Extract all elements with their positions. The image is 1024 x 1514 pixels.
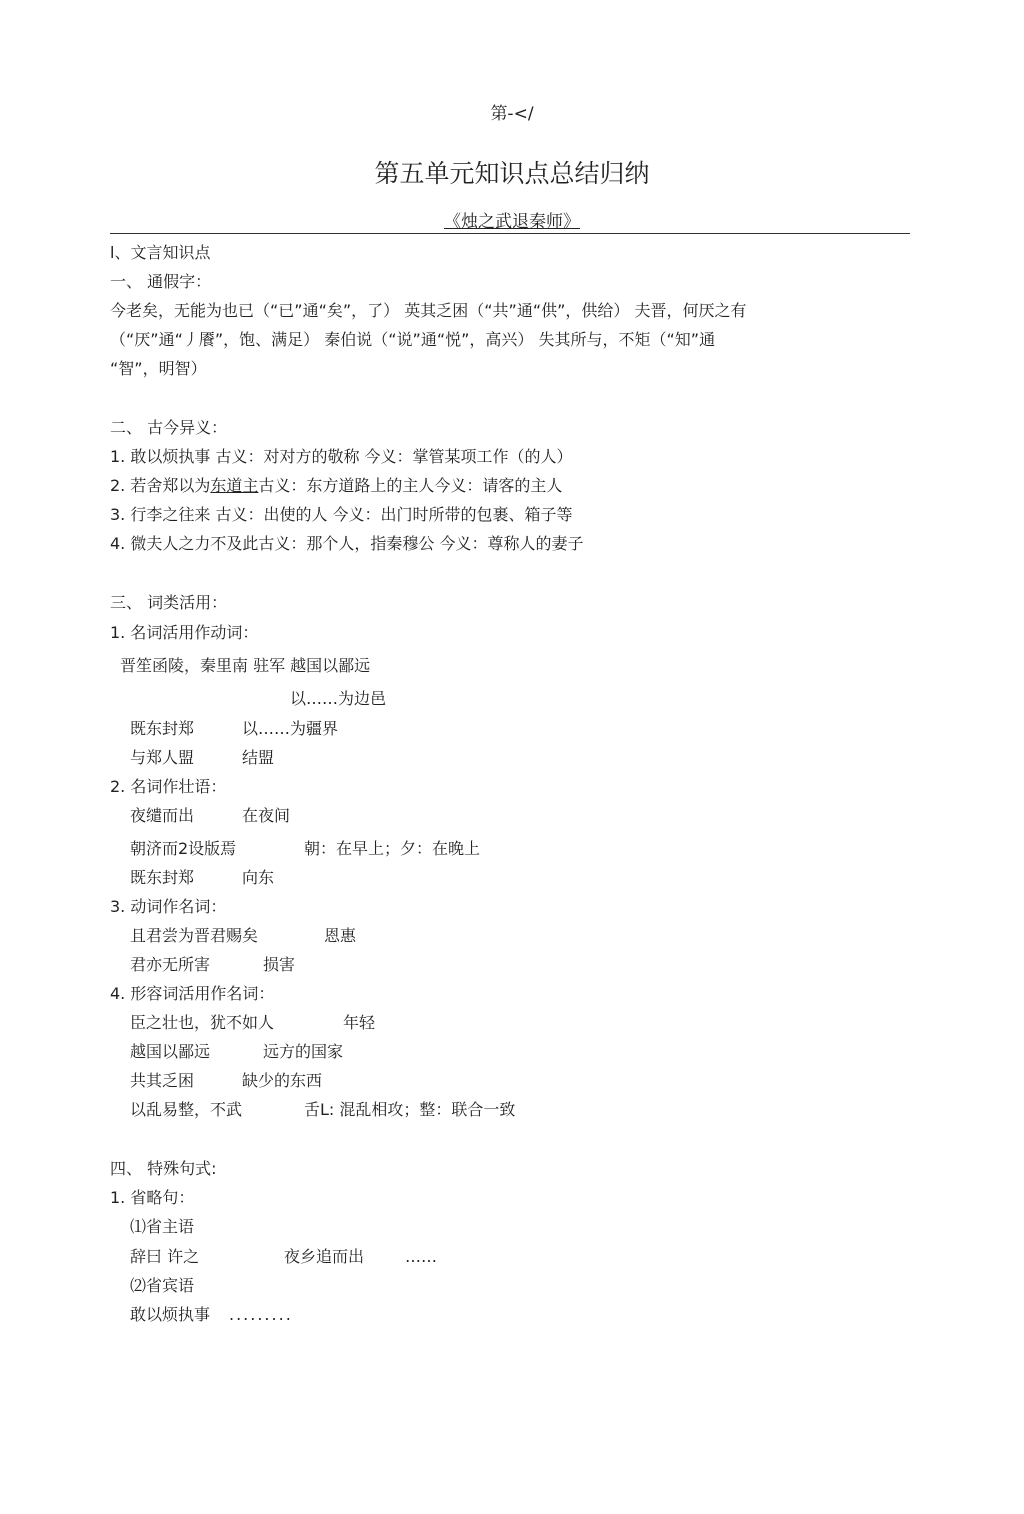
list-item [110, 476, 562, 496]
list-item: 4. 微夫人之力不及此古义：那个人，指秦穆公 今义：尊称人的妻子 [110, 534, 584, 553]
subsection-heading: 1. 名词活用作动词： [110, 623, 259, 642]
example-line: 晋笙函陵，秦里南 驻军 越国以鄙远 [120, 656, 371, 675]
section-heading: 一、 通假字： [110, 272, 212, 291]
example-meaning: 年轻 [343, 1013, 376, 1032]
subsection-heading: 3. 动词作名词： [110, 897, 227, 916]
example-meaning: 以……为疆界 [242, 719, 339, 738]
example-phrase: 与郑人盟 [130, 748, 195, 767]
example-meaning: 损害 [263, 955, 296, 974]
section-heading: 三、 词类活用： [110, 593, 228, 612]
example-meaning: 以……为边邑 [290, 689, 387, 708]
example-meaning: 舌L: 混乱相攻；整：联合一致 [304, 1100, 516, 1119]
example-phrase: 辞曰 许之 [130, 1247, 200, 1266]
example-phrase: 敢以烦执事 [130, 1305, 211, 1324]
underlined-term: 东道主 [210, 476, 259, 495]
list-item: 1. 敢以烦执事 古义：对对方的敬称 今义：掌管某项工作（的人） [110, 447, 573, 466]
section-heading: 四、 特殊句式: [110, 1159, 217, 1178]
subtitle-text: 《烛之武退秦师》 [444, 212, 580, 232]
subsection-heading: 1. 省略句： [110, 1188, 195, 1207]
example-phrase: 以乱易整，不武 [130, 1100, 243, 1119]
example-meaning: 结盟 [242, 748, 275, 767]
ellipsis: ......... [229, 1305, 293, 1324]
example-phrase: 臣之壮也，犹不如人 [130, 1013, 275, 1032]
example-phrase: 夜缱而出 [130, 806, 195, 825]
example-meaning: 缺少的东西 [242, 1071, 323, 1090]
example-phrase: 共其乏困 [130, 1071, 195, 1090]
subtype-label: ⑵省宾语 [130, 1276, 195, 1295]
example-phrase: 越国以鄙远 [130, 1042, 211, 1061]
example-phrase: 既东封郑 [130, 868, 195, 887]
text-line: “智”，明智） [110, 359, 207, 378]
text-line: 今老矣，无能为也已（“已”通“矣”，了） 英其乏困（“共”通“供”，供给） 夫晋，何厌之有 [110, 301, 747, 320]
example-phrase: 君亦无所害 [130, 955, 211, 974]
example-meaning: 恩惠 [324, 926, 357, 945]
item-text: 2. 若舍郑以为 [110, 476, 211, 495]
list-item: 3. 行李之往来 古义：出使的人 今义：出门时所带的包裹、箱子等 [110, 505, 573, 524]
subsection-heading: 2. 名词作壮语： [110, 777, 227, 796]
title-divider [110, 233, 910, 234]
section-heading: 二、 古今异义： [110, 418, 228, 437]
example-phrase: 夜乡追而出 [284, 1247, 365, 1266]
example-meaning: 朝：在早上；夕：在晚上 [304, 839, 481, 858]
subsection-heading: 4. 形容词活用作名词： [110, 984, 275, 1003]
example-phrase: 既东封郑 [130, 719, 195, 738]
ellipsis: …… [405, 1247, 437, 1266]
example-meaning: 在夜间 [242, 806, 291, 825]
example-phrase: 且君尝为晋君赐矣 [130, 926, 259, 945]
example-phrase: 朝济而2设版焉 [130, 839, 237, 858]
part-heading: l、文言知识点 [110, 243, 211, 262]
example-meaning: 向东 [242, 868, 275, 887]
page-subtitle [0, 212, 1024, 232]
page-header: 第-</ [490, 104, 534, 124]
page-title: 第五单元知识点总结归纳 [374, 159, 650, 188]
text-line: （“厌”通“丿餍”，饱、满足） 秦伯说（“说”通“悦”，高兴） 失其所与，不矩（“知”通 [110, 330, 716, 349]
example-meaning: 远方的国家 [263, 1042, 344, 1061]
item-text: 古义：东方道路上的主人今义：请客的主人 [258, 476, 563, 495]
subtype-label: ⑴省主语 [130, 1217, 195, 1236]
